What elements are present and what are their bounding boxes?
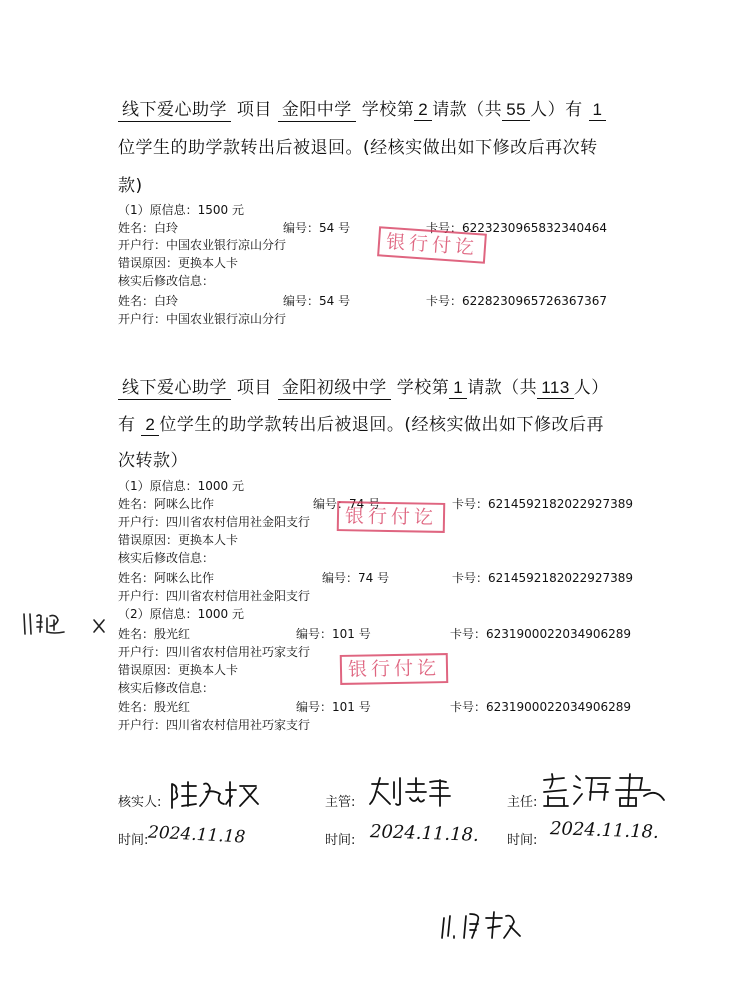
section1-heading-line1: 线下爱心助学 项目 金阳中学 学校第 2 请款（共 55 人）有 1 — [118, 95, 606, 122]
project-name: 线下爱心助学 — [118, 101, 231, 122]
s2e1-id-new: 编号：74 号 — [322, 571, 390, 585]
footer-note-scribble — [440, 908, 526, 942]
section1-heading-line3: 款) — [118, 176, 143, 196]
bank-paid-stamp: 银行付讫 — [340, 653, 449, 685]
director-signature-scribble — [540, 770, 670, 810]
s2e2-name: 姓名：殷光红 — [118, 627, 191, 641]
s2e2-bank: 开户行：四川省农村信用社巧家支行 — [118, 645, 311, 659]
s2e2-id-new: 编号：101 号 — [296, 700, 371, 714]
director-label: 主任: — [507, 795, 538, 810]
director-signature — [540, 770, 670, 814]
s1e1-bank-new: 开户行：中国农业银行凉山分行 — [118, 312, 287, 326]
s2e1-name: 姓名：阿咪么比作 — [118, 497, 215, 511]
margin-handwritten-note — [20, 608, 112, 642]
supervisor-date: 2024.11.18. — [369, 821, 480, 846]
s2e1-name-new: 姓名：阿咪么比作 — [118, 571, 215, 585]
footer-handwritten-note — [440, 908, 526, 946]
s1e1-id-new: 编号：54 号 — [283, 294, 351, 308]
returned-count: 2 — [141, 415, 159, 436]
s2e2-error-reason: 错误原因：更换本人卡 — [118, 663, 239, 677]
s2e2-original-amount: （2）原信息：1000 元 — [118, 607, 244, 621]
total-students: 113 — [537, 378, 574, 399]
verifier-signature-scribble — [168, 776, 268, 812]
s2e1-bank: 开户行：四川省农村信用社金阳支行 — [118, 515, 311, 529]
s2e1-id: 编号：74 号 — [313, 497, 381, 511]
supervisor-signature-scribble — [366, 774, 456, 810]
s1e1-name-new: 姓名：白玲 — [118, 294, 179, 308]
director-date: 2024.11.18. — [549, 818, 660, 843]
s1e1-name: 姓名：白玲 — [118, 221, 179, 235]
total-students: 55 — [502, 100, 530, 121]
verifier-signature — [168, 776, 268, 816]
s1e1-card-new: 卡号：6228230965726367367 — [426, 294, 608, 308]
section2-heading-line2: 有 2 位学生的助学款转出后被退回。(经核实做出如下修改后再 — [118, 415, 605, 435]
s2e1-original-amount: （1）原信息：1000 元 — [118, 479, 244, 493]
s1e1-original-amount: （1）原信息：1500 元 — [118, 203, 244, 217]
s2e1-card-new: 卡号：6214592182022927389 — [452, 571, 634, 585]
batch-number: 2 — [414, 100, 432, 121]
s1e1-error-reason: 错误原因：更换本人卡 — [118, 256, 239, 270]
margin-note-scribble — [20, 608, 112, 638]
returned-count: 1 — [589, 100, 607, 121]
s2e2-after-label: 核实后修改信息： — [118, 681, 215, 695]
s2e2-card: 卡号：6231900022034906289 — [450, 627, 632, 641]
project-name: 线下爱心助学 — [118, 379, 231, 400]
s2e1-after-label: 核实后修改信息： — [118, 551, 215, 565]
batch-number: 1 — [449, 378, 467, 399]
s1e1-id: 编号：54 号 — [283, 221, 351, 235]
verifier-date: 2024.11.18 — [147, 822, 246, 848]
supervisor-signature — [366, 774, 456, 814]
section2-heading-line3: 次转款） — [118, 451, 188, 471]
s2e2-bank-new: 开户行：四川省农村信用社巧家支行 — [118, 718, 311, 732]
s2e1-card: 卡号：6214592182022927389 — [452, 497, 634, 511]
school-name: 金阳初级中学 — [278, 379, 391, 400]
s2e2-card-new: 卡号：6231900022034906289 — [450, 700, 632, 714]
s1e1-bank: 开户行：中国农业银行凉山分行 — [118, 238, 287, 252]
s1e1-card: 卡号：6223230965832340464 — [426, 221, 608, 235]
supervisor-label: 主管: — [325, 795, 356, 810]
s2e1-bank-new: 开户行：四川省农村信用社金阳支行 — [118, 589, 311, 603]
section2-heading-line1: 线下爱心助学 项目 金阳初级中学 学校第 1 请款（共 113 人） — [118, 373, 609, 400]
time-label-2: 时间: — [325, 833, 356, 848]
verifier-label: 核实人: — [118, 795, 162, 810]
section1-heading-line2: 位学生的助学款转出后被退回。(经核实做出如下修改后再次转 — [118, 138, 598, 158]
s1e1-after-label: 核实后修改信息： — [118, 274, 215, 288]
s2e2-id: 编号：101 号 — [296, 627, 371, 641]
bank-paid-stamp: 银行付讫 — [337, 501, 446, 533]
s2e2-name-new: 姓名：殷光红 — [118, 700, 191, 714]
time-label-1: 时间: — [118, 833, 149, 848]
time-label-3: 时间: — [507, 833, 538, 848]
s2e1-error-reason: 错误原因：更换本人卡 — [118, 533, 239, 547]
school-name: 金阳中学 — [278, 101, 356, 122]
bank-paid-stamp: 银行付讫 — [377, 226, 487, 263]
